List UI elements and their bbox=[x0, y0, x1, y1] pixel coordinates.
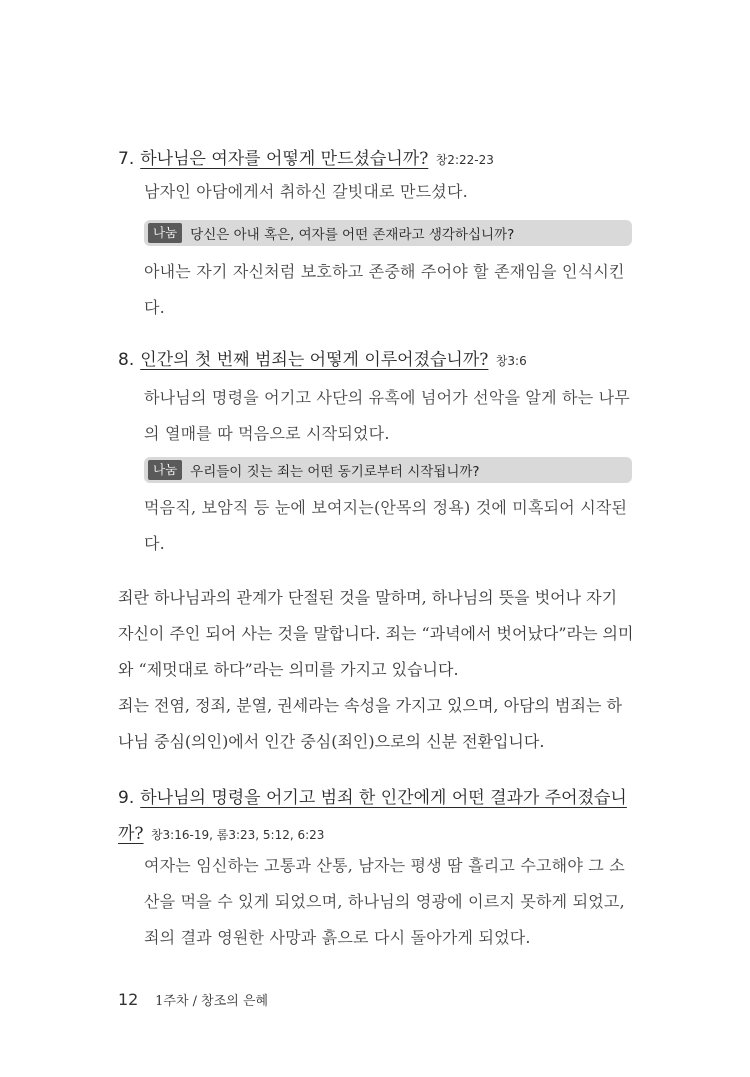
page-footer bbox=[118, 990, 268, 1009]
answer-8: 하나님의 명령을 어기고 사단의 유혹에 넘어가 선악을 알게 하는 나무의 열매를 따 먹음으로 시작되었다. bbox=[144, 388, 630, 443]
question-7 bbox=[118, 147, 633, 172]
explanation-paragraph-1: 죄란 하나님과의 관계가 단절된 것을 말하며, 하나님의 뜻을 벗어나 자기 자신이 주인 되어 사는 것을 말합니다. 죄는 “과녁에서 벗어났다”라는 의미와 “제멋대로 하다”라는 의미를 가지고 있습니다. bbox=[118, 588, 634, 679]
share-badge: 나눔 bbox=[148, 460, 182, 480]
share-box-7 bbox=[144, 220, 632, 246]
question-number: 9. bbox=[118, 788, 135, 808]
share-box-8 bbox=[144, 457, 632, 483]
chapter-title: 1주차 / 창조의 은혜 bbox=[155, 994, 269, 1009]
question-7-heading bbox=[118, 147, 633, 172]
share-question: 당신은 아내 혹은, 여자를 어떤 존재라고 생각하십니까? bbox=[190, 227, 515, 243]
question-text: 인간의 첫 번째 범죄는 어떻게 이루어졌습니까? bbox=[140, 350, 489, 370]
question-9 bbox=[118, 780, 633, 853]
answer-7: 남자인 아담에게서 취하신 갈빗대로 만드셨다. bbox=[144, 182, 468, 201]
question-8-heading bbox=[118, 348, 633, 373]
question-text: 하나님의 명령을 어기고 범죄 한 인간에게 어떤 결과가 주어졌습니까? bbox=[118, 788, 627, 844]
explanation-paragraph-2: 죄는 전염, 정죄, 분열, 권세라는 속성을 가지고 있으며, 아담의 범죄는 하나님 중심(의인)에서 인간 중심(죄인)으로의 신분 전환입니다. bbox=[118, 696, 622, 751]
scripture-reference: 창2:22-23 bbox=[435, 153, 494, 167]
question-number: 7. bbox=[118, 149, 135, 169]
question-8 bbox=[118, 348, 633, 373]
share-answer-8: 먹음직, 보암직 등 눈에 보여지는(안목의 정욕) 것에 미혹되어 시작된다. bbox=[144, 498, 628, 553]
answer-9: 여자는 임신하는 고통과 산통, 남자는 평생 땀 흘리고 수고해야 그 소산을 먹을 수 있게 되었으며, 하나님의 영광에 이르지 못하게 되었고, 죄의 결과 영원한 사망과 흙으로 다시 돌아가게 되었다. bbox=[144, 856, 625, 947]
scripture-reference: 창3:6 bbox=[495, 354, 527, 368]
question-text: 하나님은 여자를 어떻게 만드셨습니까? bbox=[140, 149, 429, 169]
share-question: 우리들이 짓는 죄는 어떤 동기로부터 시작됩니까? bbox=[190, 464, 480, 480]
page-number: 12 bbox=[118, 990, 139, 1009]
scripture-reference: 창3:16-19, 롬3:23, 5:12, 6:23 bbox=[150, 828, 325, 842]
question-number: 8. bbox=[118, 350, 135, 370]
share-badge: 나눔 bbox=[148, 223, 182, 243]
question-9-heading bbox=[118, 780, 633, 853]
share-answer-7: 아내는 자기 자신처럼 보호하고 존중해 주어야 할 존재임을 인식시킨다. bbox=[144, 262, 625, 317]
